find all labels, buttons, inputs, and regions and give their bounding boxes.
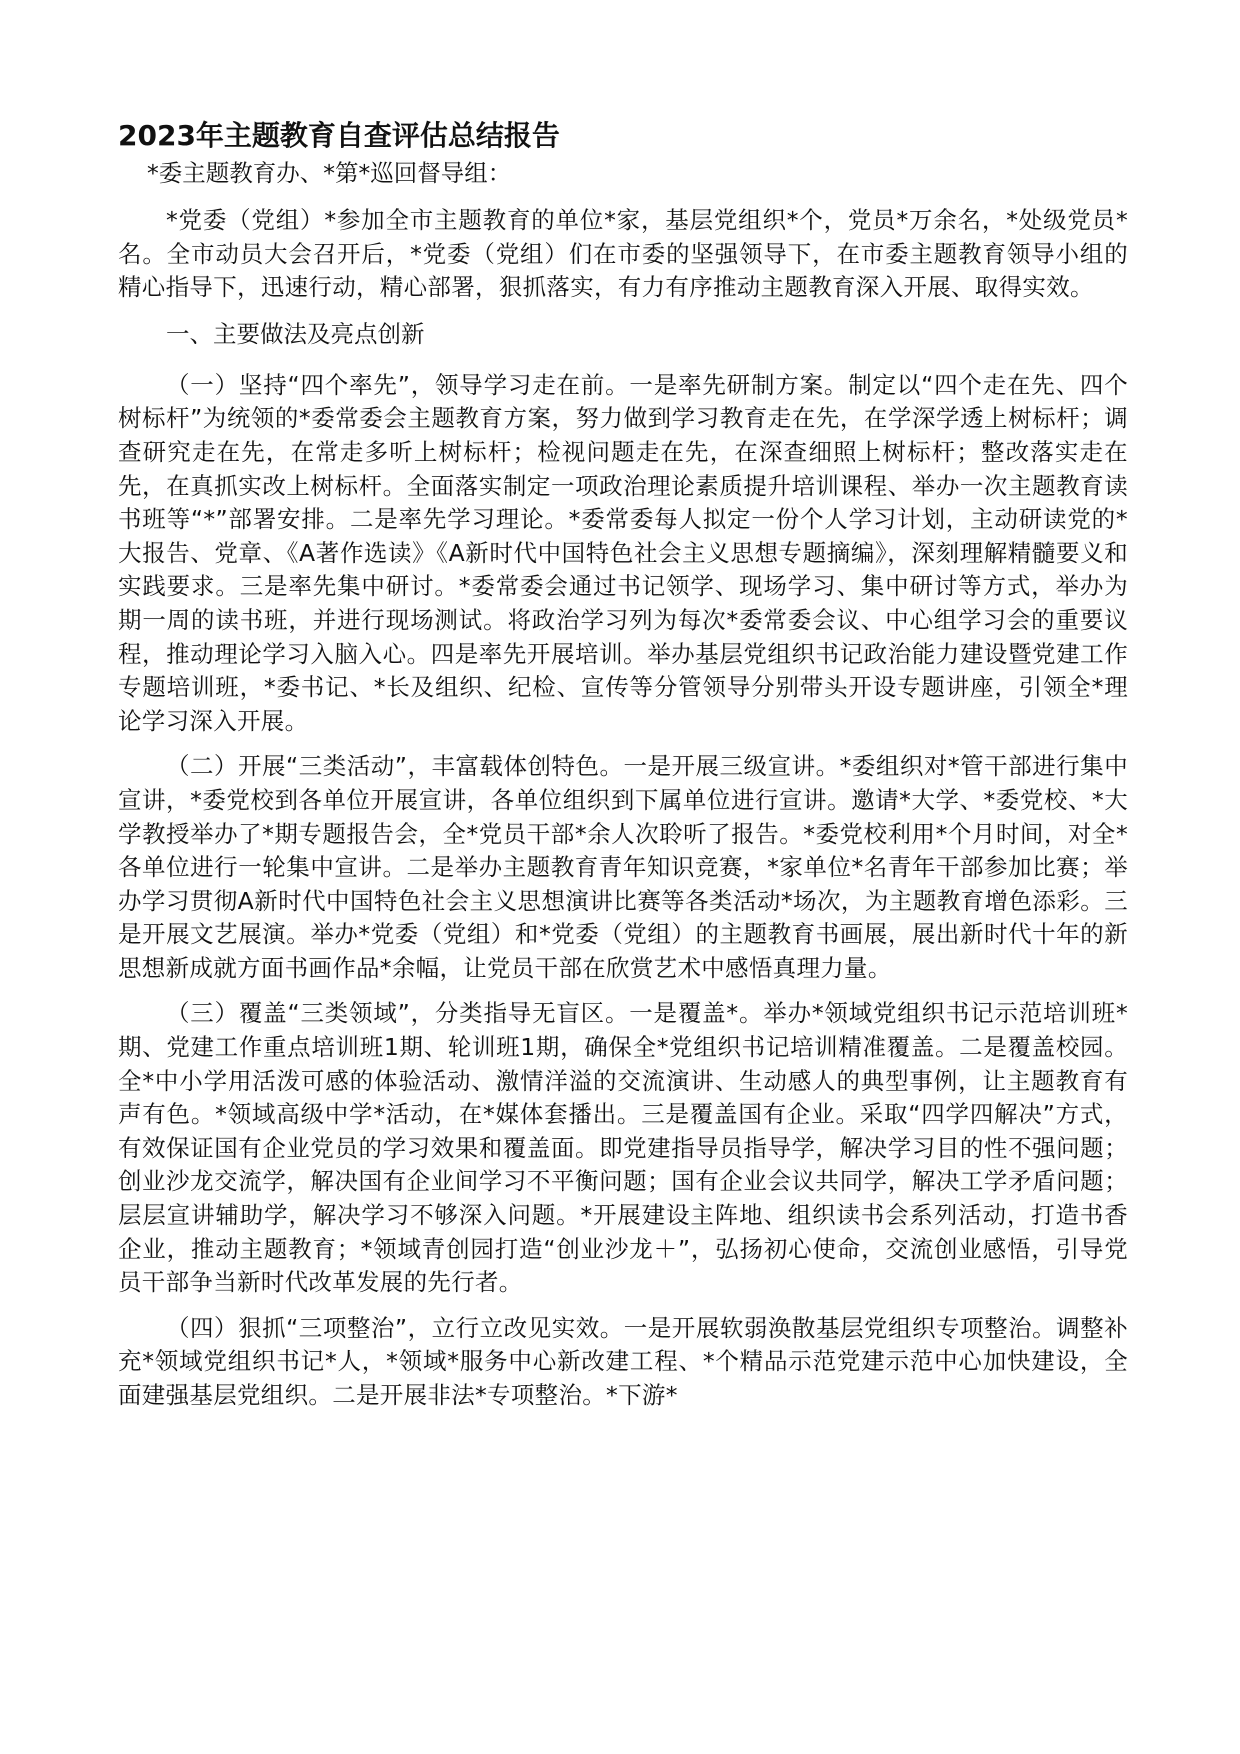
body-paragraph-2: （二）开展“三类活动”，丰富载体创特色。一是开展三级宣讲。*委组织对*管干部进行集中宣讲，*委党校到各单位开展宣讲，各单位组织到下属单位进行宣讲。邀请*大学、*委党校、*大学教授举办了*期专题报告会，全*党员干部*余人次聆听了报告。*委党校利用*个月时间，对全*各单位进行一轮集中宣讲。二是举办主题教育青年知识竞赛，*家单位*名青年干部参加比赛；举办学习贯彻A新时代中国特色社会主义思想演讲比赛等各类活动*场次，为主题教育增色添彩。三是开展文艺展演。举办*党委（党组）和*党委（党组）的主题教育书画展，展出新时代十年的新思想新成就方面书画作品*余幅，让党员干部在欣赏艺术中感悟真理力量。 (118, 752, 1128, 982)
intro-paragraph: *党委（党组）*参加全市主题教育的单位*家，基层党组织*个，党员*万余名，*处级党员*名。全市动员大会召开后，*党委（党组）们在市委的坚强领导下，在市委主题教育领导小组的精心指导下，迅速行动，精心部署，狠抓落实，有力有序推动主题教育深入开展、取得实效。 (118, 206, 1128, 302)
section-heading: 一、主要做法及亮点创新 (166, 319, 425, 348)
salutation: *委主题教育办、*第*巡回督导组： (147, 159, 512, 187)
document-page (118, 118, 1128, 1728)
document-title: 2023年主题教育自查评估总结报告 (118, 119, 560, 152)
body-paragraph-4: （四）狠抓“三项整治”，立行立改见实效。一是开展软弱涣散基层党组织专项整治。调整补充*领域党组织书记*人，*领域*服务中心新改建工程、*个精品示范党建示范中心加快建设，全面建强基层党组织。二是开展非法*专项整治。*下游* (118, 1313, 1128, 1409)
body-paragraph-1: （一）坚持“四个率先”，领导学习走在前。一是率先研制方案。制定以“四个走在先、四个树标杆”为统领的*委常委会主题教育方案，努力做到学习教育走在先，在学深学透上树标杆；调查研究走在先，在常走多听上树标杆；检视问题走在先，在深查细照上树标杆；整改落实走在先，在真抓实改上树标杆。全面落实制定一项政治理论素质提升培训课程、举办一次主题教育读书班等“*”部署安排。二是率先学习理论。*委常委每人拟定一份个人学习计划，主动研读党的*大报告、党章、《A著作选读》《A新时代中国特色社会主义思想专题摘编》，深刻理解精髓要义和实践要求。三是率先集中研讨。*委常委会通过书记领学、现场学习、集中研讨等方式，举办为期一周的读书班，并进行现场测试。将政治学习列为每次*委常委会议、中心组学习会的重要议程，推动理论学习入脑入心。四是率先开展培训。举办基层党组织书记政治能力建设暨党建工作专题培训班，*委书记、*长及组织、纪检、宣传等分管领导分别带头开设专题讲座，引领全*理论学习深入开展。 (118, 370, 1128, 735)
body-paragraph-3: （三）覆盖“三类领域”，分类指导无盲区。一是覆盖*。举办*领域党组织书记示范培训班*期、党建工作重点培训班1期、轮训班1期，确保全*党组织书记培训精准覆盖。二是覆盖校园。全*中小学用活泼可感的体验活动、激情洋溢的交流演讲、生动感人的典型事例，让主题教育有声有色。*领域高级中学*活动，在*媒体套播出。三是覆盖国有企业。采取“四学四解决”方式，有效保证国有企业党员的学习效果和覆盖面。即党建指导员指导学，解决学习目的性不强问题；创业沙龙交流学，解决国有企业间学习不平衡问题；国有企业会议共同学，解决工学矛盾问题；层层宣讲辅助学，解决学习不够深入问题。*开展建设主阵地、组织读书会系列活动，打造书香企业，推动主题教育；*领域青创园打造“创业沙龙＋”，弘扬初心使命，交流创业感悟，引导党员干部争当新时代改革发展的先行者。 (118, 999, 1128, 1297)
